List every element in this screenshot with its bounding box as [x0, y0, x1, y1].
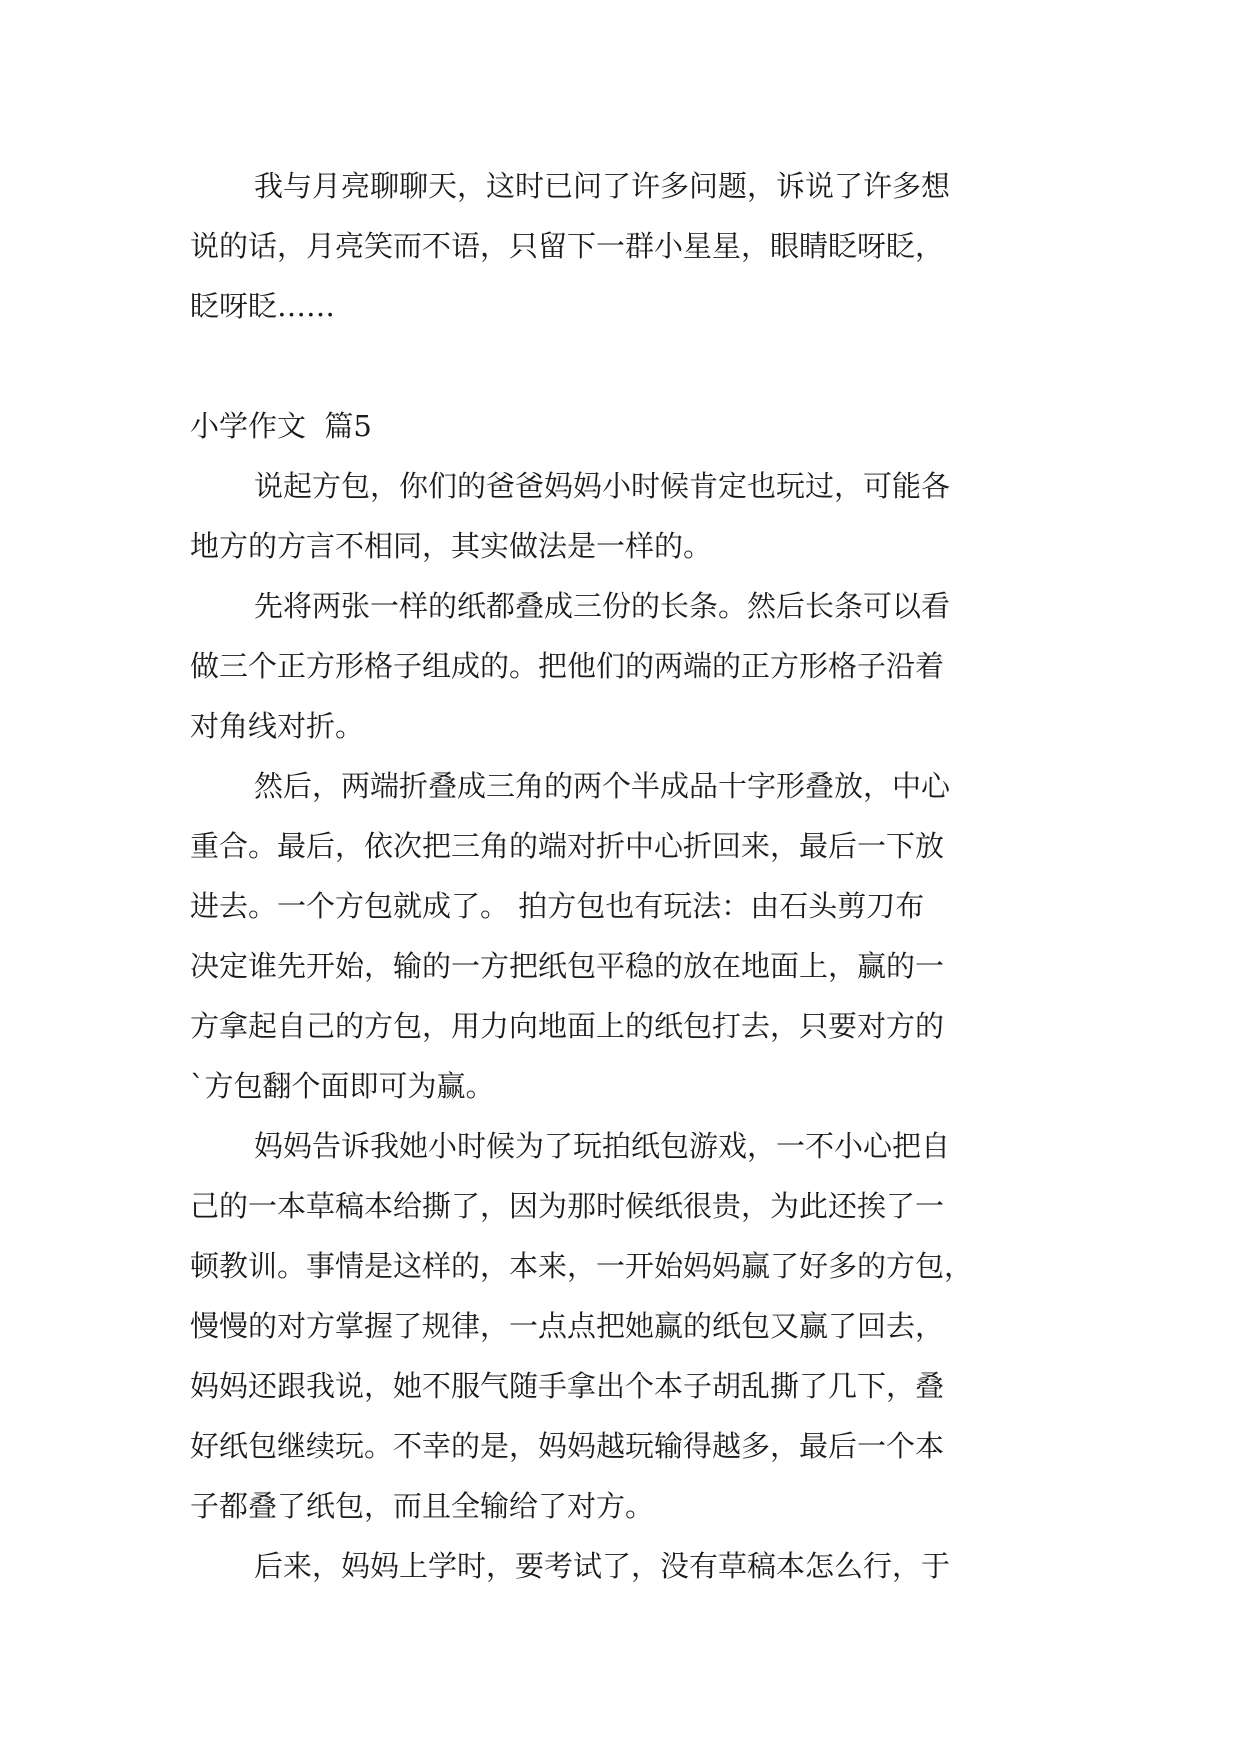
paragraph-line: 进去。一个方包就成了。 拍方包也有玩法：由石头剪刀布: [190, 889, 925, 923]
paragraph-line: 妈妈还跟我说，她不服气随手拿出个本子胡乱撕了几下，叠: [190, 1369, 945, 1403]
paragraph-line: 子都叠了纸包，而且全输给了对方。: [190, 1489, 655, 1523]
paragraph-line: 顿教训。事情是这样的，本来，一开始妈妈赢了好多的方包，: [190, 1249, 974, 1283]
paragraph-line: 决定谁先开始，输的一方把纸包平稳的放在地面上，赢的一: [190, 949, 945, 983]
paragraph-line: 对角线对折。: [190, 709, 365, 743]
paragraph-line: 方拿起自己的方包，用力向地面上的纸包打去，只要对方的: [190, 1009, 945, 1043]
paragraph-line: 然后，两端折叠成三角的两个半成品十字形叠放，中心: [254, 769, 951, 803]
paragraph-line: 地方的方言不相同，其实做法是一样的。: [190, 529, 713, 563]
paragraph-line: 说的话，月亮笑而不语，只留下一群小星星，眼睛眨呀眨，: [190, 229, 945, 263]
paragraph-line: 眨呀眨……: [190, 289, 336, 323]
paragraph-line: 重合。最后，依次把三角的端对折中心折回来，最后一下放: [190, 829, 945, 863]
paragraph-line: 我与月亮聊聊天，这时已问了许多问题，诉说了许多想: [254, 169, 951, 203]
paragraph-line: 妈妈告诉我她小时候为了玩拍纸包游戏，一不小心把自: [254, 1129, 951, 1163]
paragraph-line: 做三个正方形格子组成的。把他们的两端的正方形格子沿着: [190, 649, 945, 683]
paragraph-line: 说起方包，你们的爸爸妈妈小时候肯定也玩过，可能各: [254, 469, 951, 503]
paragraph-line: 好纸包继续玩。不幸的是，妈妈越玩输得越多，最后一个本: [190, 1429, 945, 1463]
paragraph-line: 慢慢的对方掌握了规律，一点点把她赢的纸包又赢了回去，: [190, 1309, 945, 1343]
paragraph-line: 先将两张一样的纸都叠成三份的长条。然后长条可以看: [254, 589, 951, 623]
paragraph-line: 己的一本草稿本给撕了，因为那时候纸很贵，为此还挨了一: [190, 1189, 945, 1223]
paragraph-line: 后来，妈妈上学时，要考试了，没有草稿本怎么行，于: [254, 1549, 951, 1583]
paragraph-line: `方包翻个面即可为赢。: [190, 1069, 495, 1103]
section-heading: 小学作文 篇5: [190, 409, 372, 443]
